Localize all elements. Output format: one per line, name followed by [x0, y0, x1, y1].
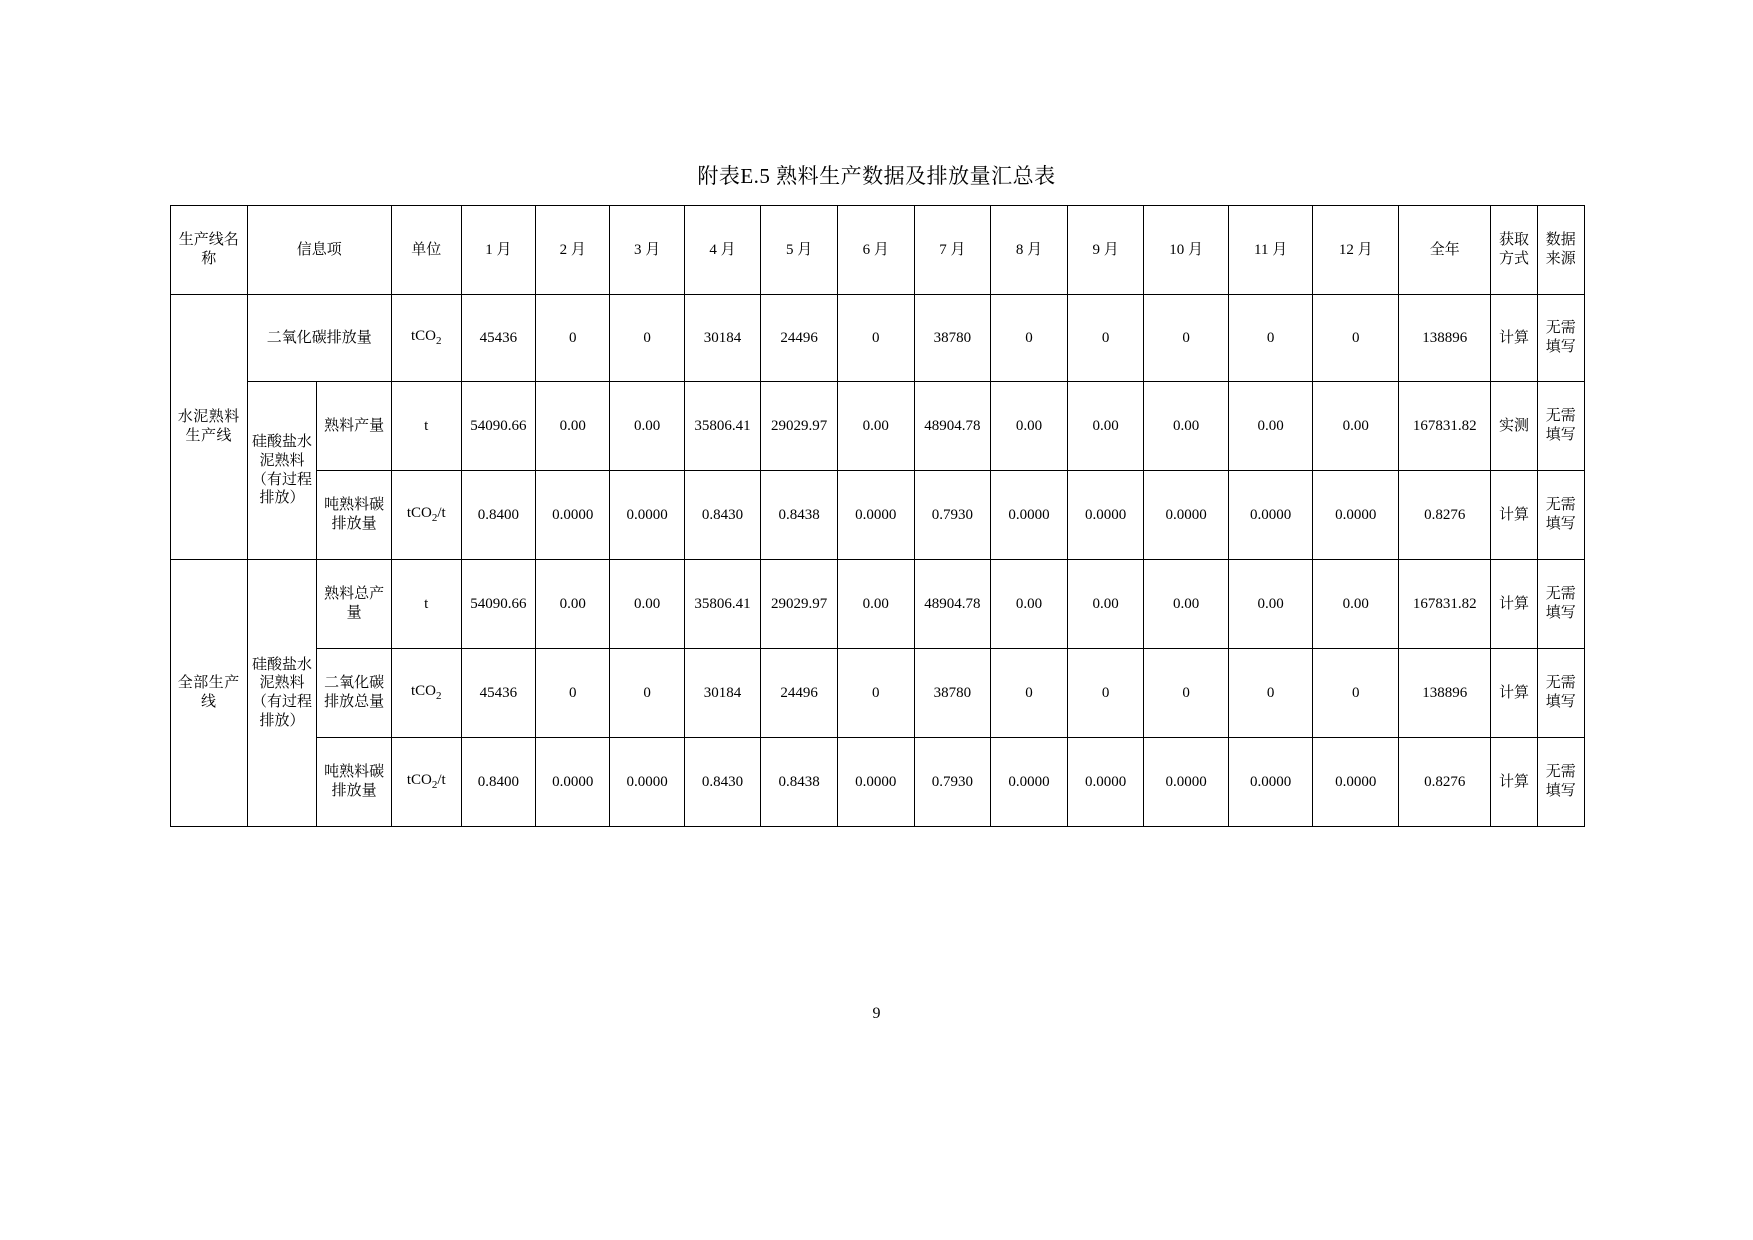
unit-subscript: 2: [436, 335, 442, 348]
cell-value: 0.00: [991, 382, 1068, 471]
cell-value: 0.0000: [991, 471, 1068, 560]
table-row: [171, 649, 1585, 738]
cell-value: 0.8438: [761, 738, 838, 827]
cell-source: 无需填写: [1537, 471, 1584, 560]
header-month-4: 4 月: [684, 206, 761, 295]
cell-source: 无需填写: [1537, 738, 1584, 827]
group-2-row-1-unit: t: [391, 560, 461, 649]
cell-value: 0.00: [536, 560, 610, 649]
group-1-row-2-item: 熟料产量: [317, 382, 391, 471]
cell-value: 0.0000: [1228, 471, 1313, 560]
header-month-11: 11 月: [1228, 206, 1313, 295]
unit-base: tCO: [410, 683, 436, 700]
cell-value: 0: [1313, 295, 1399, 382]
cell-value: 0.0000: [1313, 738, 1399, 827]
group-1-row-3-item: 吨熟料碳排放量: [317, 471, 391, 560]
header-month-10: 10 月: [1144, 206, 1229, 295]
cell-value: 0.0000: [1144, 471, 1229, 560]
cell-value: 0.8430: [684, 471, 761, 560]
cell-value: 30184: [684, 649, 761, 738]
cell-value: 0.0000: [837, 471, 914, 560]
group-2-row-2-item: 二氧化碳排放总量: [317, 649, 391, 738]
cell-method: 计算: [1491, 738, 1537, 827]
cell-value: 0.00: [1144, 382, 1229, 471]
page-number: 9: [872, 1005, 881, 1022]
cell-value: 0.00: [610, 560, 684, 649]
group-1-row-1-unit: [391, 295, 461, 382]
cell-value: 35806.41: [684, 560, 761, 649]
cell-year-total: 167831.82: [1399, 560, 1491, 649]
cell-value: 0.00: [1067, 560, 1144, 649]
cell-value: 54090.66: [461, 382, 535, 471]
cell-value: 38780: [914, 295, 991, 382]
cell-year-total: 138896: [1399, 649, 1491, 738]
cell-value: 0.0000: [1228, 738, 1313, 827]
group-2-material: 硅酸盐水泥熟料（有过程排放）: [247, 560, 317, 827]
header-month-9: 9 月: [1067, 206, 1144, 295]
cell-value: 0.0000: [610, 471, 684, 560]
header-method: 获取方式: [1491, 206, 1537, 295]
cell-value: 48904.78: [914, 560, 991, 649]
clinker-production-table: [170, 205, 1585, 827]
header-month-3: 3 月: [610, 206, 684, 295]
cell-value: 45436: [461, 295, 535, 382]
cell-year-total: 138896: [1399, 295, 1491, 382]
cell-value: 24496: [761, 649, 838, 738]
group-2-line-name: 全部生产线: [171, 560, 248, 827]
cell-method: 计算: [1491, 649, 1537, 738]
cell-value: 35806.41: [684, 382, 761, 471]
table-row: [171, 295, 1585, 382]
cell-value: 38780: [914, 649, 991, 738]
cell-value: 0: [536, 649, 610, 738]
cell-value: 0.00: [1228, 382, 1313, 471]
cell-value: 0.00: [1313, 382, 1399, 471]
cell-value: 24496: [761, 295, 838, 382]
header-month-7: 7 月: [914, 206, 991, 295]
cell-value: 0: [1228, 295, 1313, 382]
header-month-1: 1 月: [461, 206, 535, 295]
cell-value: 0: [837, 295, 914, 382]
unit-subscript: 2: [431, 512, 438, 525]
cell-value: 0.00: [1228, 560, 1313, 649]
cell-year-total: 167831.82: [1399, 382, 1491, 471]
cell-value: 0: [1067, 295, 1144, 382]
group-2-row-3-unit: [391, 738, 461, 827]
cell-value: 0: [991, 649, 1068, 738]
group-1-row-3-unit: [391, 471, 461, 560]
cell-value: 54090.66: [461, 560, 535, 649]
unit-suffix: /t: [437, 505, 446, 522]
cell-value: 0.0000: [610, 738, 684, 827]
cell-method: 计算: [1491, 295, 1537, 382]
group-2-row-3-item: 吨熟料碳排放量: [317, 738, 391, 827]
clinker-production-table-wrap: [170, 205, 1585, 827]
cell-value: 0.7930: [914, 738, 991, 827]
cell-value: 0.00: [610, 382, 684, 471]
cell-year-total: 0.8276: [1399, 738, 1491, 827]
table-row: [171, 738, 1585, 827]
group-1-row-2-unit: t: [391, 382, 461, 471]
cell-value: 0.00: [837, 560, 914, 649]
cell-value: 0: [610, 295, 684, 382]
group-1-material: 硅酸盐水泥熟料（有过程排放）: [247, 382, 317, 560]
cell-value: 0.7930: [914, 471, 991, 560]
cell-value: 0.00: [1067, 382, 1144, 471]
cell-value: 0.8400: [461, 738, 535, 827]
header-year: 全年: [1399, 206, 1491, 295]
cell-value: 0.0000: [837, 738, 914, 827]
group-2-row-2-unit: [391, 649, 461, 738]
group-1-row-1-item: 二氧化碳排放量: [247, 295, 391, 382]
unit-subscript: 2: [431, 779, 438, 792]
unit-base: tCO: [410, 328, 436, 345]
unit-suffix: /t: [437, 772, 446, 789]
cell-value: 0.00: [837, 382, 914, 471]
cell-value: 0.00: [536, 382, 610, 471]
header-info-item: 信息项: [247, 206, 391, 295]
cell-value: 0: [536, 295, 610, 382]
cell-source: 无需填写: [1537, 382, 1584, 471]
cell-method: 计算: [1491, 471, 1537, 560]
cell-value: 30184: [684, 295, 761, 382]
header-line-name: 生产线名称: [171, 206, 248, 295]
table-header-row: [171, 206, 1585, 295]
cell-value: 0.8430: [684, 738, 761, 827]
cell-value: 0: [1313, 649, 1399, 738]
cell-value: 0.0000: [1144, 738, 1229, 827]
cell-year-total: 0.8276: [1399, 471, 1491, 560]
header-month-12: 12 月: [1313, 206, 1399, 295]
unit-base: tCO: [406, 772, 432, 789]
cell-method: 计算: [1491, 560, 1537, 649]
header-month-2: 2 月: [536, 206, 610, 295]
cell-value: 0: [1228, 649, 1313, 738]
cell-value: 0.0000: [1313, 471, 1399, 560]
cell-value: 0.00: [1144, 560, 1229, 649]
header-month-6: 6 月: [837, 206, 914, 295]
header-month-5: 5 月: [761, 206, 838, 295]
cell-value: 0: [1144, 649, 1229, 738]
cell-value: 0.8438: [761, 471, 838, 560]
cell-value: 0.0000: [1067, 738, 1144, 827]
group-2-row-1-item: 熟料总产量: [317, 560, 391, 649]
page-title: 附表E.5 熟料生产数据及排放量汇总表: [697, 164, 1056, 188]
cell-value: 0.0000: [536, 738, 610, 827]
table-row: [171, 560, 1585, 649]
cell-value: 0.00: [1313, 560, 1399, 649]
cell-value: 29029.97: [761, 382, 838, 471]
unit-base: tCO: [406, 505, 432, 522]
cell-value: 0: [991, 295, 1068, 382]
cell-value: 0.8400: [461, 471, 535, 560]
table-row: [171, 382, 1585, 471]
table-row: [171, 471, 1585, 560]
cell-value: 0: [837, 649, 914, 738]
header-source: 数据来源: [1537, 206, 1584, 295]
cell-value: 45436: [461, 649, 535, 738]
unit-subscript: 2: [436, 690, 442, 703]
cell-value: 0.00: [991, 560, 1068, 649]
cell-value: 0.0000: [991, 738, 1068, 827]
cell-source: 无需填写: [1537, 649, 1584, 738]
cell-value: 0.0000: [536, 471, 610, 560]
cell-method: 实测: [1491, 382, 1537, 471]
cell-value: 0.0000: [1067, 471, 1144, 560]
cell-value: 0: [1144, 295, 1229, 382]
cell-value: 48904.78: [914, 382, 991, 471]
cell-source: 无需填写: [1537, 560, 1584, 649]
cell-value: 0: [610, 649, 684, 738]
cell-source: 无需填写: [1537, 295, 1584, 382]
cell-value: 29029.97: [761, 560, 838, 649]
group-1-line-name: 水泥熟料生产线: [171, 295, 248, 560]
cell-value: 0: [1067, 649, 1144, 738]
header-unit: 单位: [391, 206, 461, 295]
header-month-8: 8 月: [991, 206, 1068, 295]
